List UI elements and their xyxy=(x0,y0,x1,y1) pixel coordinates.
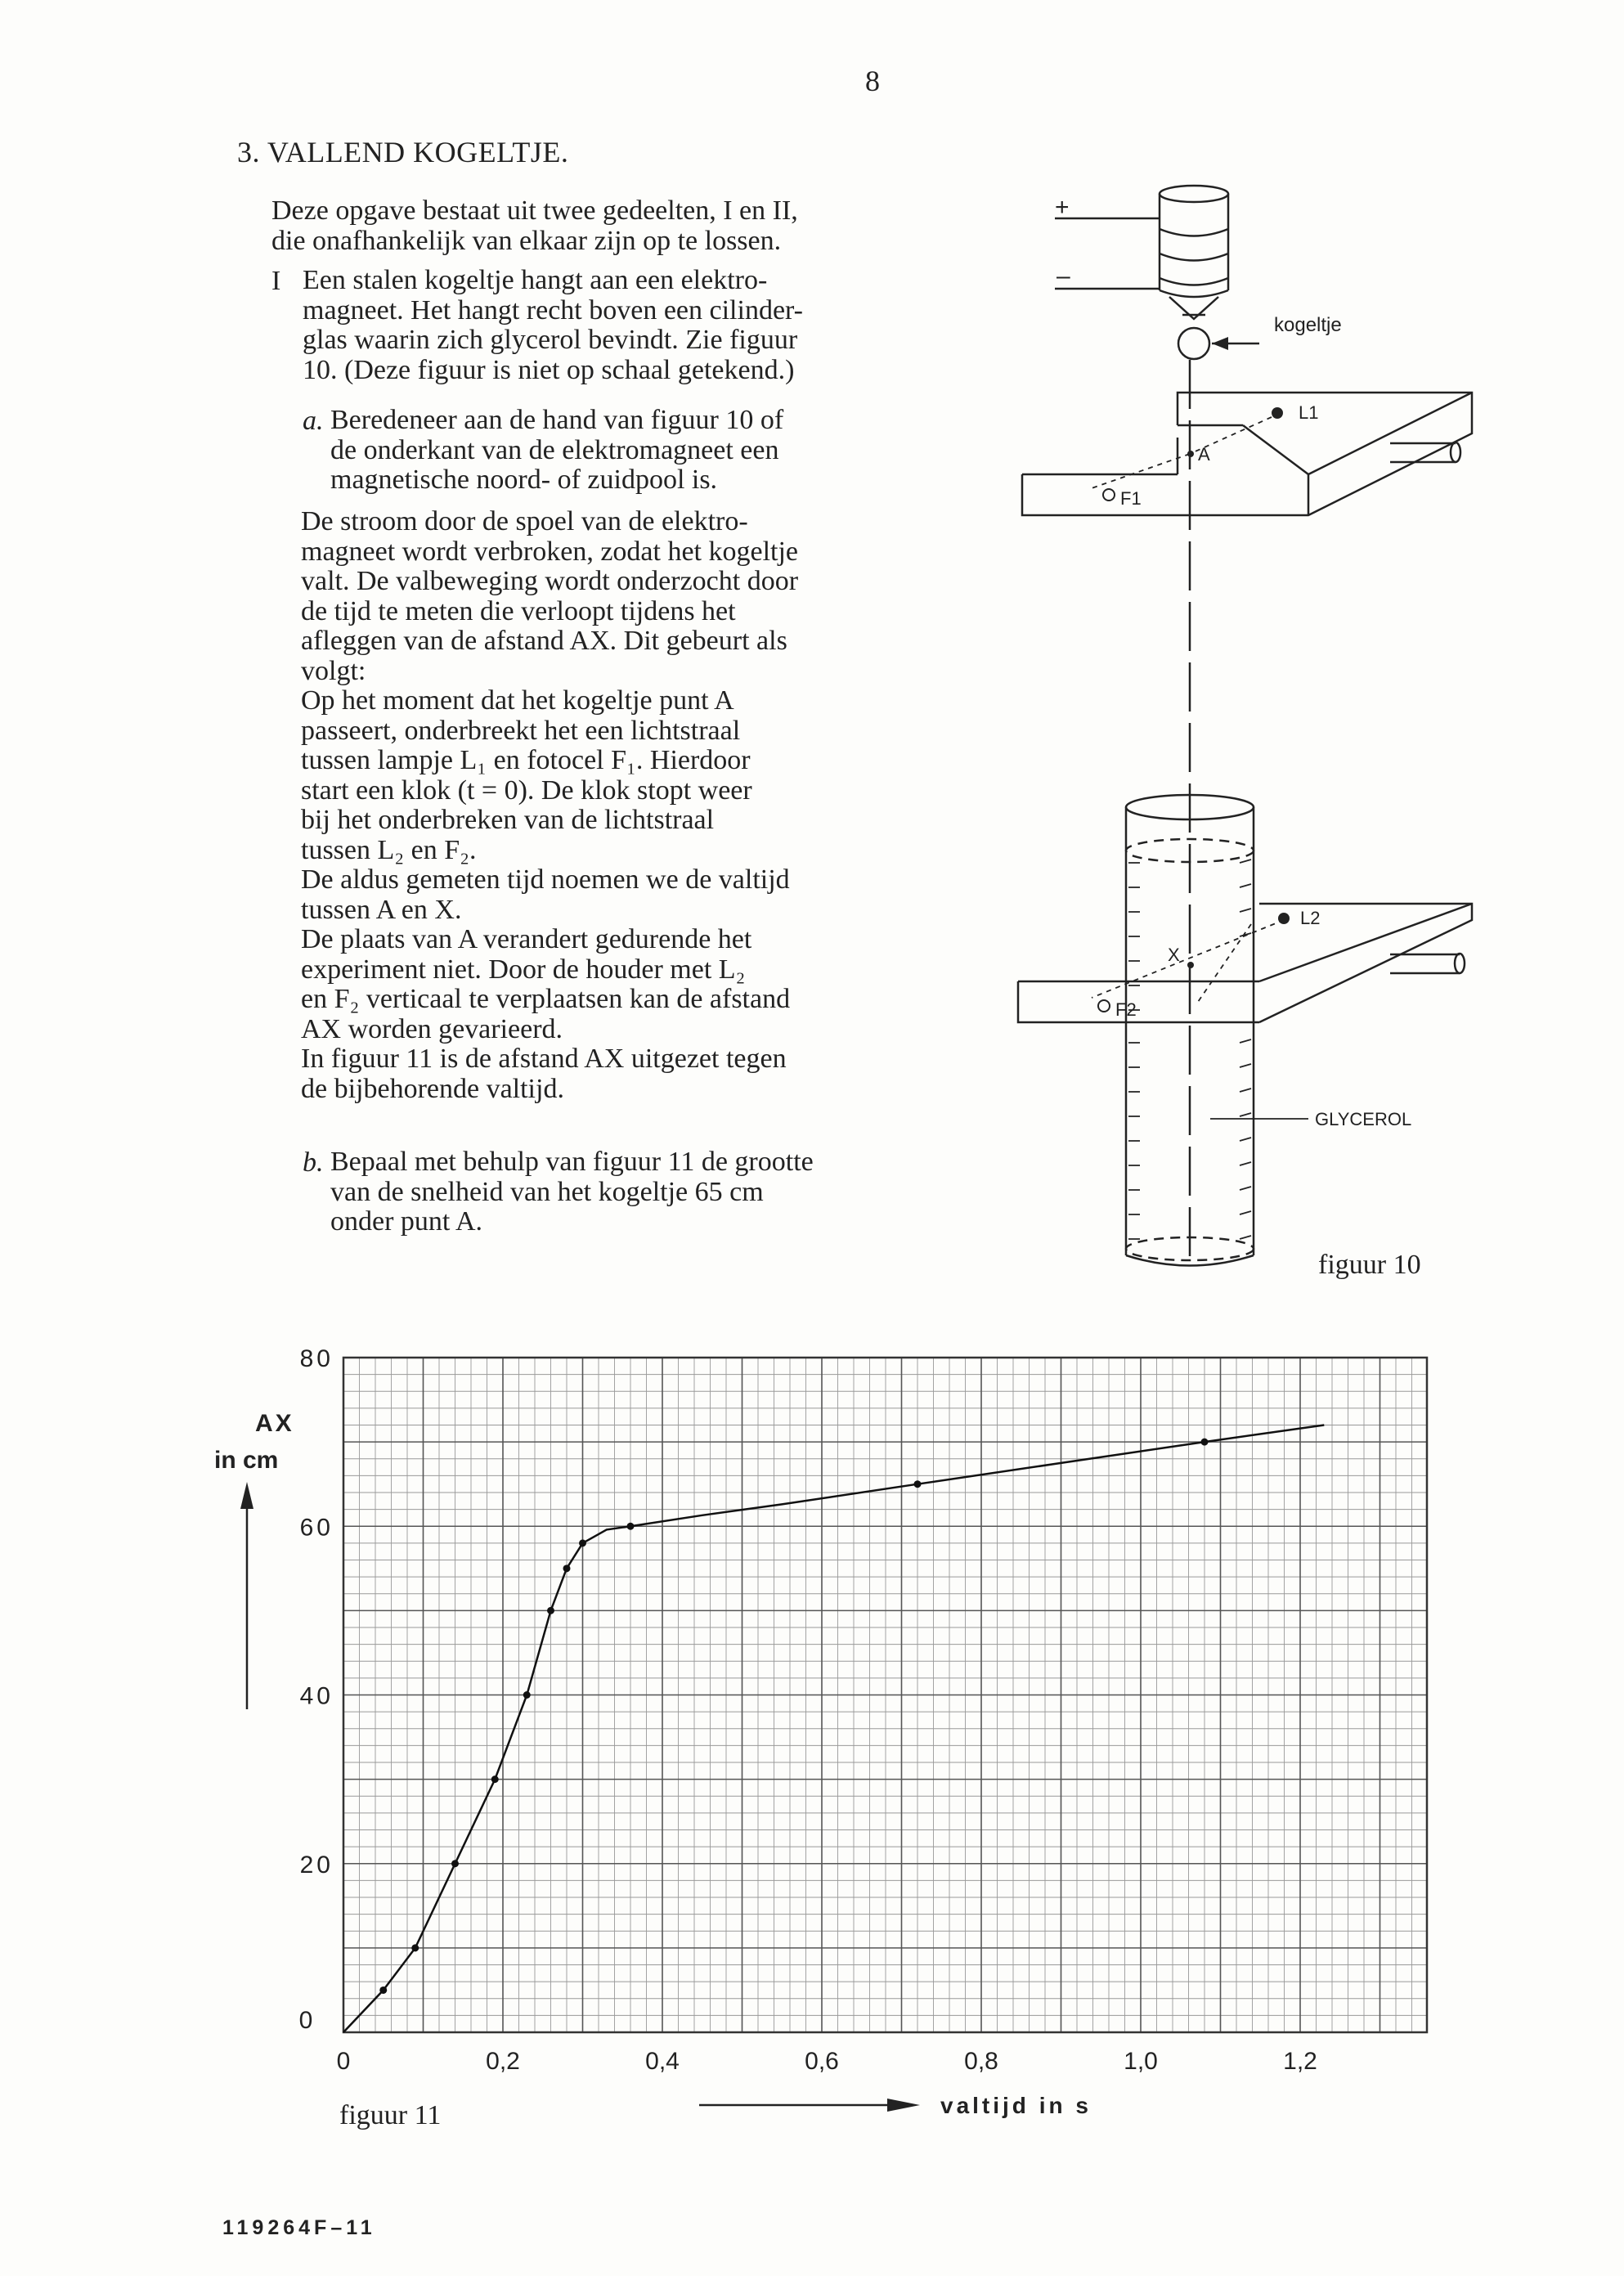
l2-label: L2 xyxy=(1300,908,1321,928)
y-axis-label-line2: in cm xyxy=(214,1447,279,1474)
y-tick-label: 40 xyxy=(299,1682,334,1710)
y-tick-label: 60 xyxy=(299,1514,334,1542)
x-axis-arrow-head xyxy=(887,2099,920,2112)
data-point xyxy=(579,1539,586,1547)
ball-label: kogeltje xyxy=(1274,314,1342,336)
part-one-number: I xyxy=(271,266,281,296)
x-tick-label: 0,4 xyxy=(645,2048,680,2075)
experiment-description: De stroom door de spoel van de elektro- magneet wordt verbroken, zodat het kogeltje valt. De valbeweging wordt onderzocht door de tijd te meten die verloopt tijdens het afleggen van de afstand AX. Dit gebeurt als volgt: Op het moment dat het kogeltje punt A passeert, onderbreekt het een lichtstraal tussen lampje L₁ en fotocel F₁. Hierdoor start een klok (t = 0). De klok stopt weer bij het onderbreken van de lichtstraal tussen L₂ en F₂. De aldus gemeten tijd noemen we de valtijd tussen A en X. De plaats van A verandert gedurende het experiment niet. Door de houder met L₂ en F₂ verticaal te verplaatsen kan de afstand AX worden gevarieerd. In figuur 11 is de afstand AX uitgezet tegen de bijbehorende valtijd. xyxy=(301,506,799,1104)
footer-code: 119264F–11 xyxy=(222,2216,376,2239)
intro-paragraph: Deze opgave bestaat uit twee gedeelten, I en II, die onafhankelijk van elkaar zijn op te lossen. xyxy=(271,195,798,256)
question-b-label: b. xyxy=(303,1147,324,1178)
data-point xyxy=(379,1986,387,1994)
y-axis-arrow-head xyxy=(240,1482,253,1509)
y-tick-labels xyxy=(299,1345,334,2034)
question-a-label: a. xyxy=(303,406,324,436)
x-axis-label: valtijd in s xyxy=(940,2093,1092,2118)
figure-11-caption: figuur 11 xyxy=(339,2100,442,2130)
data-point xyxy=(451,1860,459,1867)
a-label: A xyxy=(1198,444,1210,465)
f1-label: F1 xyxy=(1120,488,1142,509)
x-tick-label: 1,0 xyxy=(1124,2048,1158,2075)
data-point xyxy=(563,1564,571,1572)
x-tick-label: 0,8 xyxy=(964,2048,998,2075)
data-point xyxy=(411,1944,419,1951)
question-a-text: Beredeneer aan de hand van figuur 10 of de onderkant van de elektromagneet een magnetische noord- of zuidpool is. xyxy=(330,405,784,495)
part-one-paragraph: Een stalen kogeltje hangt aan een elektro- magneet. Het hangt recht boven een cilinder- glas waarin zich glycerol bevindt. Zie figuur 10. (Deze figuur is niet op schaal getekend.) xyxy=(303,265,803,385)
data-point xyxy=(627,1523,635,1530)
data-markers xyxy=(379,1439,1208,1994)
section-title: 3. VALLEND KOGELTJE. xyxy=(237,136,569,168)
data-point xyxy=(491,1775,499,1783)
y-tick-label: 80 xyxy=(299,1345,334,1372)
x-tick-label: 0 xyxy=(336,2048,351,2075)
plus-label: + xyxy=(1055,194,1070,221)
x-label: X xyxy=(1168,945,1180,965)
data-point xyxy=(914,1480,922,1488)
minus-label: – xyxy=(1056,263,1070,290)
x-tick-label: 0,6 xyxy=(805,2048,839,2075)
y-tick-label: 20 xyxy=(299,1851,334,1879)
f2-label: F2 xyxy=(1115,999,1137,1020)
question-b-text: Bepaal met behulp van figuur 11 de grootte van de snelheid van het kogeltje 65 cm onder punt A. xyxy=(330,1147,814,1237)
glycerol-label: GLYCEROL xyxy=(1315,1109,1412,1129)
data-point xyxy=(547,1607,554,1614)
data-point xyxy=(523,1691,531,1699)
x-tick-labels xyxy=(337,2048,1317,2075)
y-axis-label-line1: AX xyxy=(255,1410,294,1437)
data-point xyxy=(1201,1439,1209,1446)
l1-label: L1 xyxy=(1299,402,1319,423)
figure-10-caption: figuur 10 xyxy=(1318,1250,1421,1280)
page-number: 8 xyxy=(865,65,880,97)
y-zero-label: 0 xyxy=(298,2007,313,2034)
x-tick-label: 0,2 xyxy=(486,2048,520,2075)
x-tick-label: 1,2 xyxy=(1283,2048,1317,2075)
